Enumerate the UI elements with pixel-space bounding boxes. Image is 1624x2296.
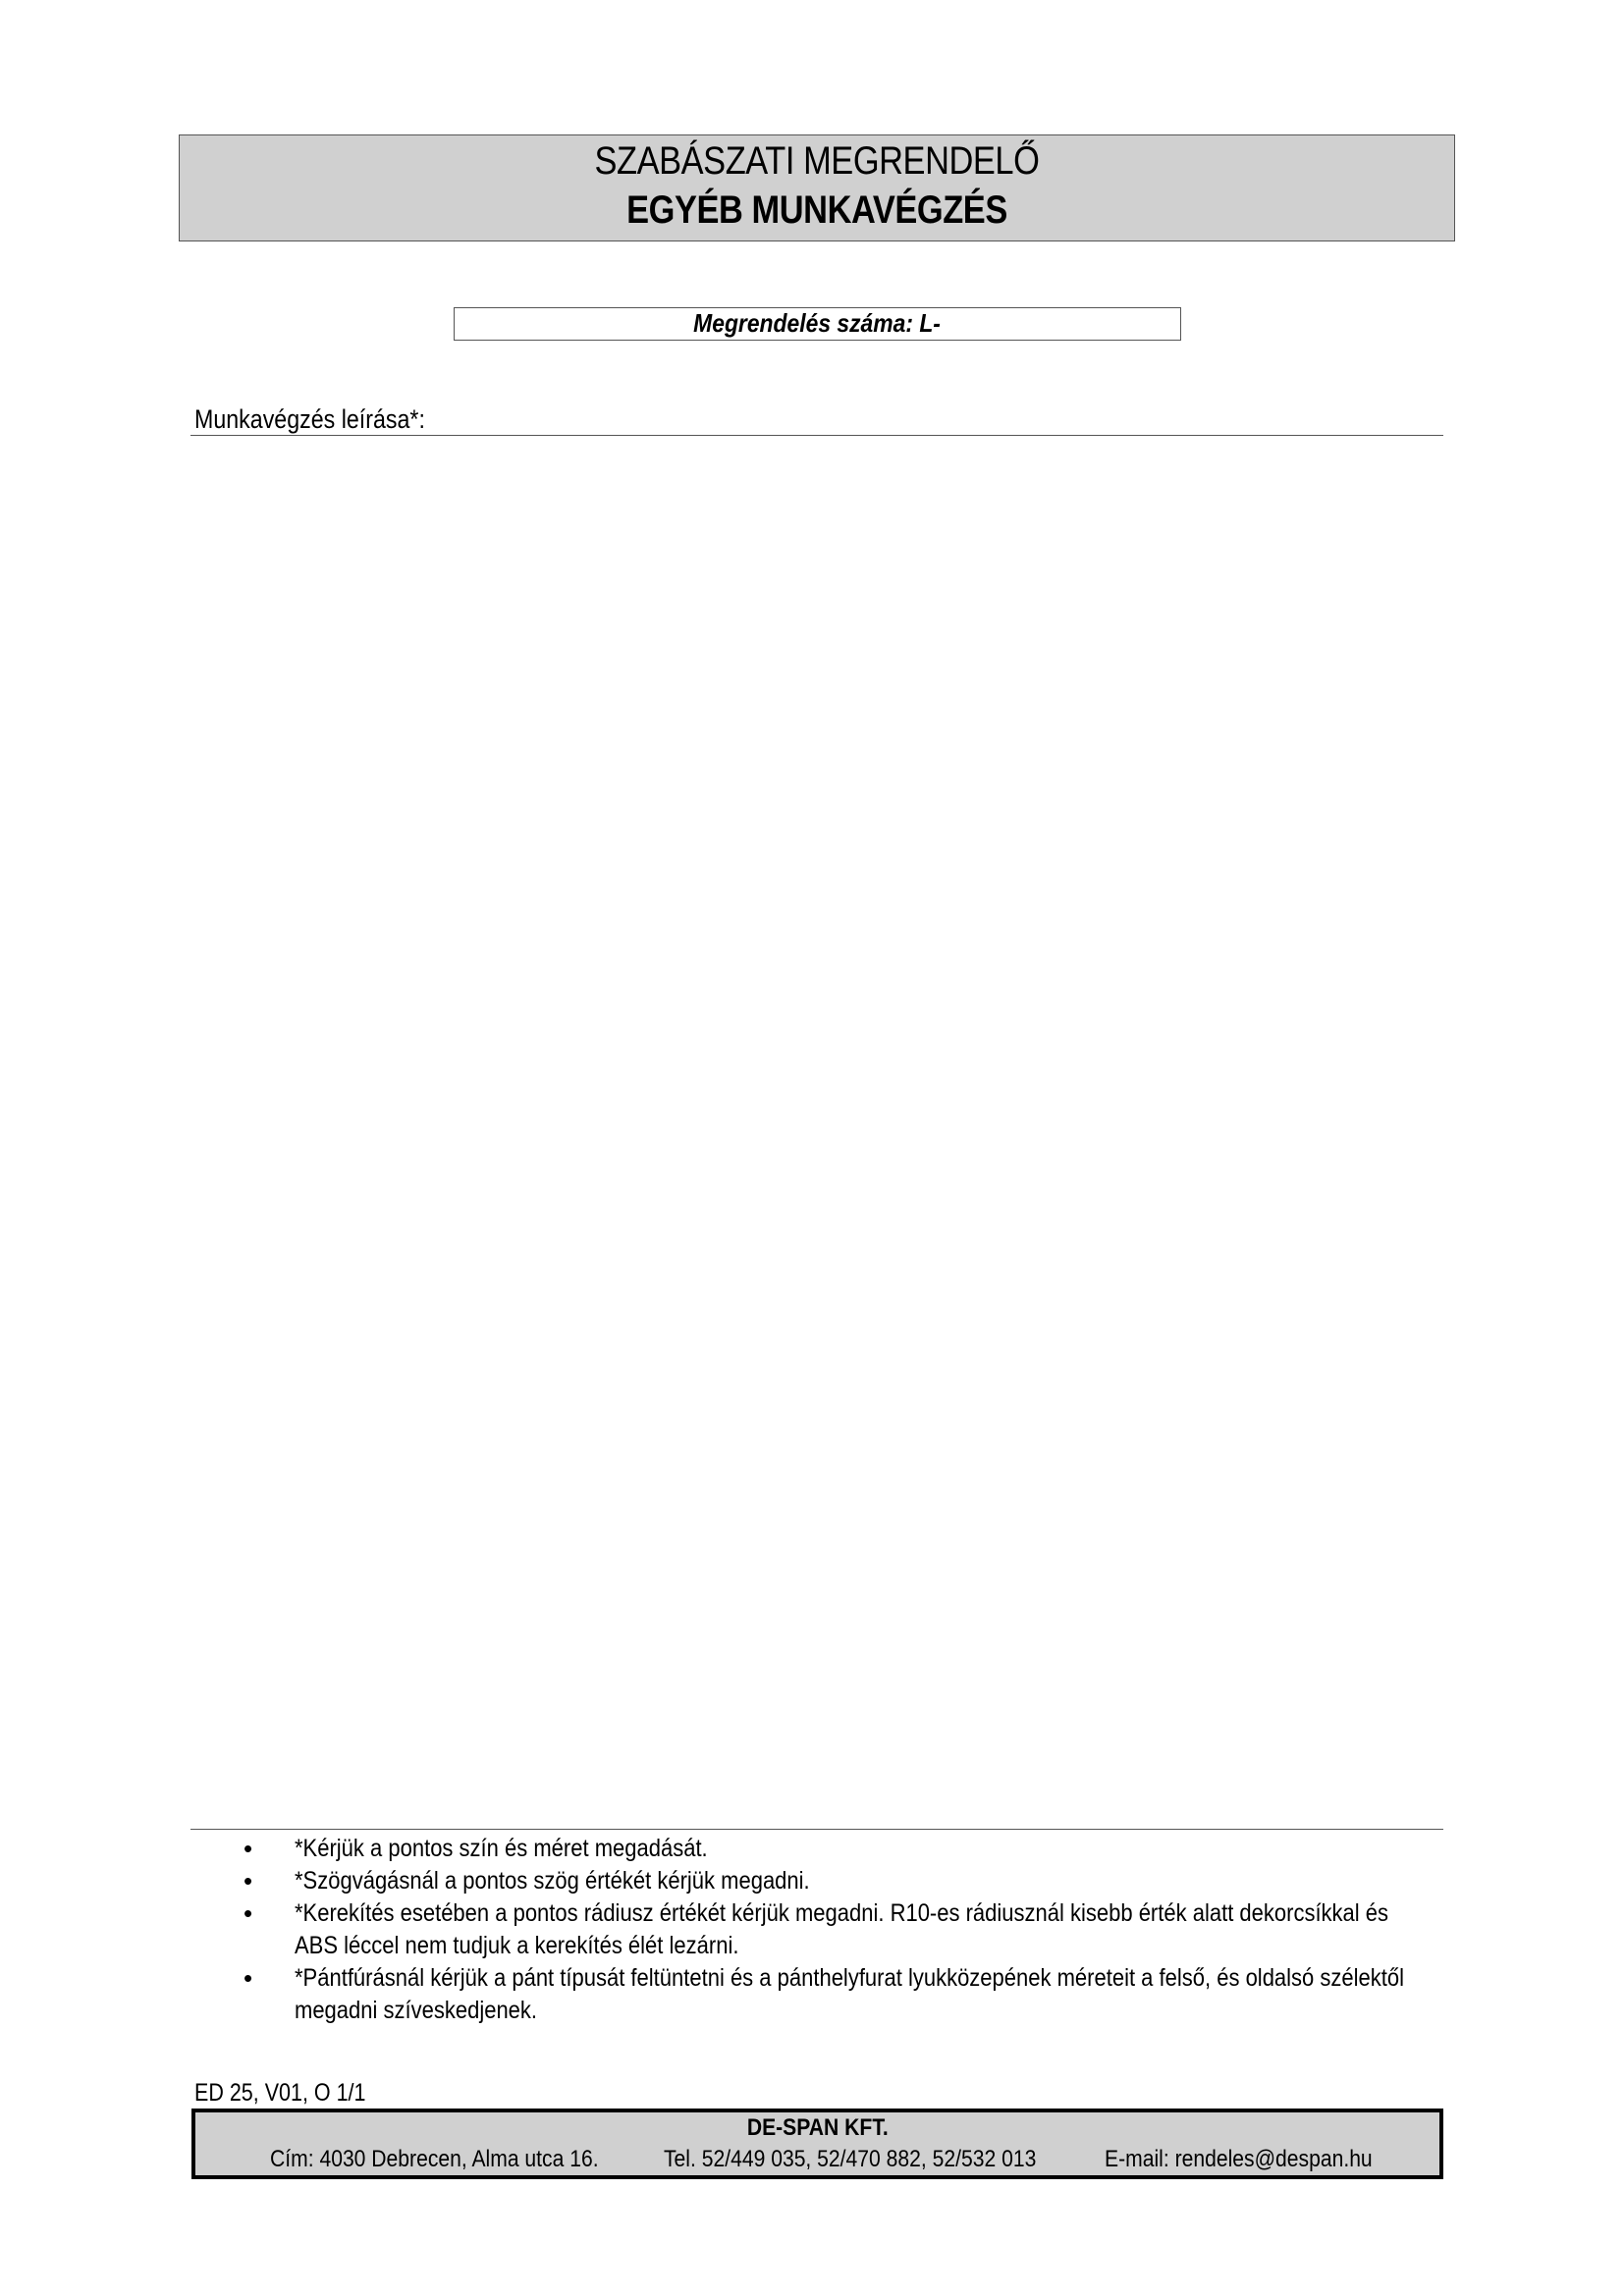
bullet-icon: •	[244, 1963, 253, 1993]
document-title: SZABÁSZATI MEGRENDELŐ	[594, 139, 1040, 183]
note-text: *Szögvágásnál a pontos szög értékét kérjük megadni.	[295, 1867, 810, 1895]
note-text: *Kerekítés esetében a pontos rádiusz értékét kérjük megadni. R10-es rádiusznál kisebb érték alatt dekorcsíkkal és ABS léccel nem tudjuk a kerekítés élét lezárni.	[295, 1899, 1389, 1959]
company-email[interactable]: E-mail: rendeles@despan.hu	[1105, 2146, 1373, 2172]
description-label: Munkavégzés leírása*:	[194, 404, 425, 434]
list-item	[236, 1865, 1443, 1897]
list-item	[236, 1962, 1443, 2027]
list-item	[236, 1897, 1443, 1962]
company-name-row	[195, 2114, 1439, 2142]
document-subtitle: EGYÉB MUNKAVÉGZÉS	[626, 188, 1007, 232]
bullet-icon: •	[244, 1834, 253, 1863]
company-address: Cím: 4030 Debrecen, Alma utca 16.	[270, 2146, 599, 2172]
order-number-field[interactable]	[454, 307, 1181, 341]
title-box	[179, 134, 1455, 241]
document-code: ED 25, V01, O 1/1	[194, 2079, 366, 2107]
description-bottom-divider	[190, 1829, 1443, 1830]
description-top-divider	[190, 435, 1443, 436]
company-footer	[191, 2109, 1443, 2179]
notes-list	[236, 1833, 1443, 2027]
list-item	[236, 1833, 1443, 1865]
company-name: DE-SPAN KFT.	[746, 2114, 889, 2141]
company-phone: Tel. 52/449 035, 52/470 882, 52/532 013	[664, 2146, 1037, 2172]
bullet-icon: •	[244, 1898, 253, 1928]
bullet-icon: •	[244, 1866, 253, 1896]
note-text: *Kérjük a pontos szín és méret megadását.	[295, 1835, 708, 1862]
note-text: *Pántfúrásnál kérjük a pánt típusát feltüntetni és a pánthelyfurat lyukközepének méreteit a felső, és oldalsó szélektől megadni szíveskedjenek.	[295, 1964, 1405, 2024]
order-number-label: Megrendelés száma: L-	[693, 308, 942, 338]
